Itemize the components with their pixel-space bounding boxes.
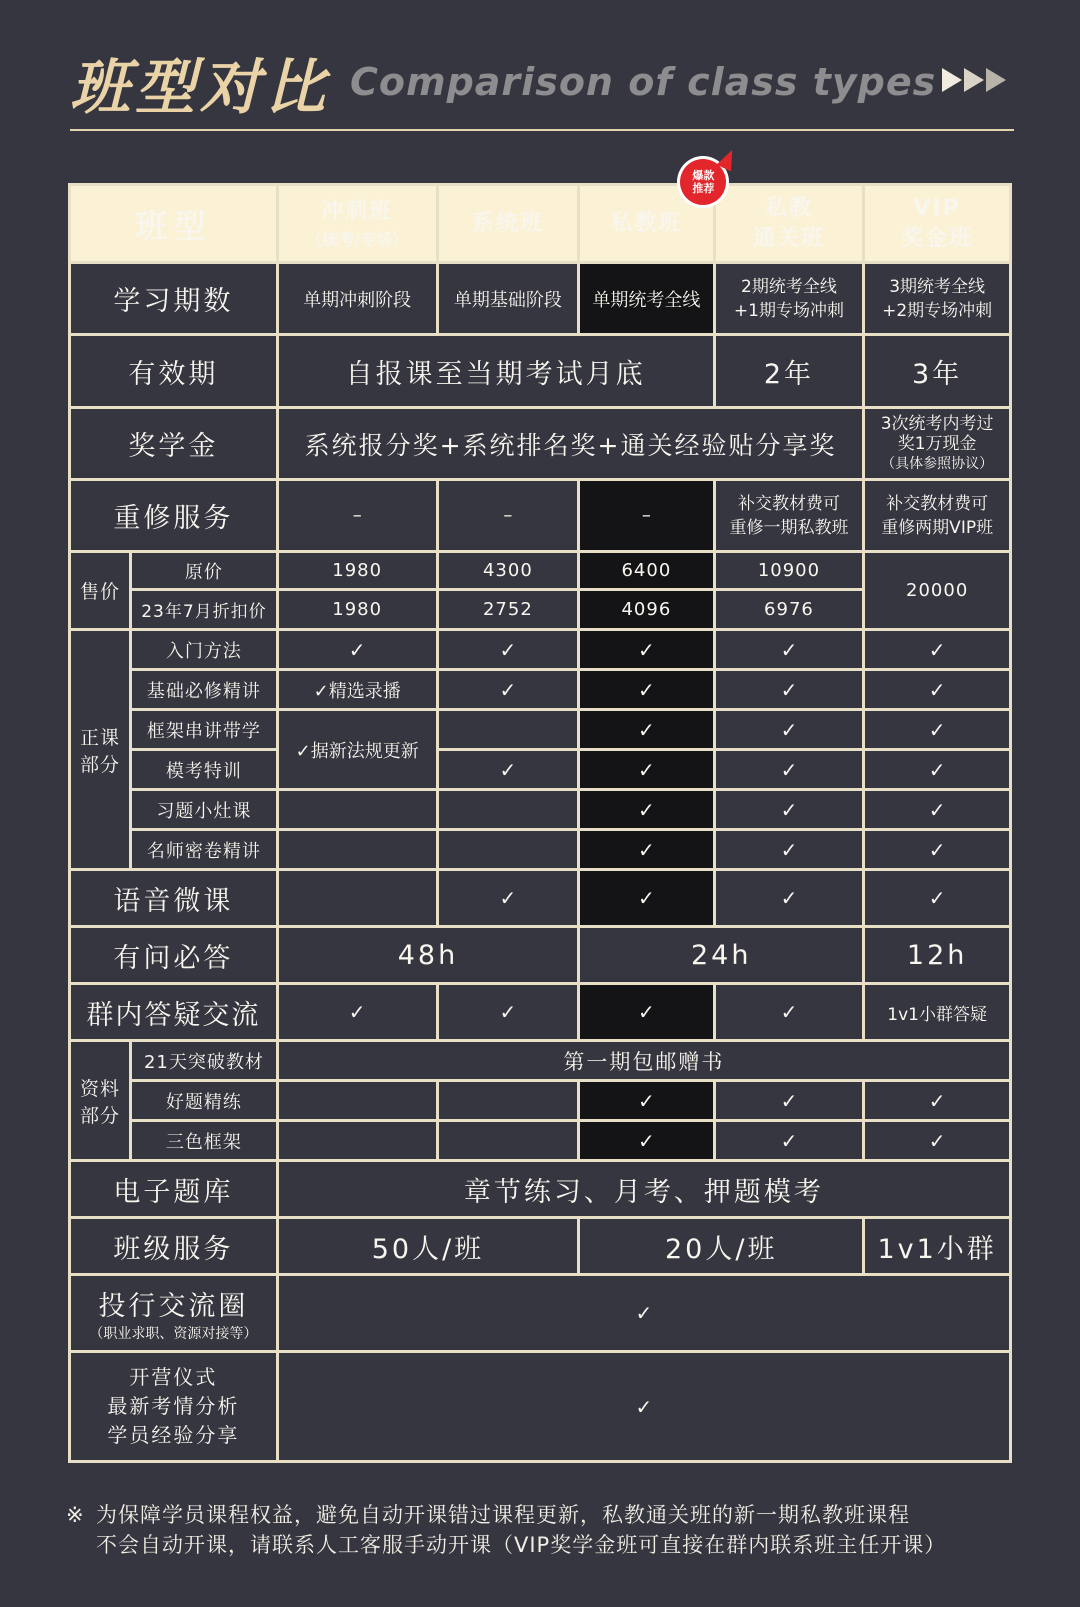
row-label: 班级服务 [70, 1218, 278, 1275]
cell: 1v1小群答疑 [864, 984, 1011, 1041]
row-scholarship [70, 408, 1011, 480]
row-label: 原价 [131, 552, 278, 590]
check-icon: ✓ [579, 1121, 714, 1161]
check-icon: ✓ [864, 830, 1011, 870]
cell: 12h [864, 927, 1011, 984]
cell: 50人/班 [277, 1218, 578, 1275]
row-label: 学习期数 [70, 263, 278, 335]
cell: 补交教材费可 重修两期VIP班 [864, 480, 1011, 552]
note-line-2: 不会自动开课，请联系人工客服手动开课（VIP奖学金班可直接在群内联系班主任开课） [96, 1533, 947, 1557]
col-pass: 私教 通关班 [714, 185, 864, 263]
cell: 1980 [277, 552, 437, 590]
check-icon: ✓ [579, 870, 714, 927]
row-label: 基础必修精讲 [131, 670, 278, 710]
cell [277, 830, 437, 870]
cell: 1980 [277, 590, 437, 630]
row-course-mock [70, 750, 1011, 790]
row-label: 23年7月折扣价 [131, 590, 278, 630]
row-label: 习题小灶课 [131, 790, 278, 830]
check-icon: ✓ [437, 630, 579, 670]
row-materials-book [70, 1041, 1011, 1081]
check-icon: ✓ [437, 750, 579, 790]
check-icon: ✓ [714, 870, 864, 927]
cell: 2年 [714, 335, 864, 408]
check-icon: ✓ [277, 984, 437, 1041]
row-materials-frame [70, 1121, 1011, 1161]
col-sprint: 冲刺班 （统考/专场） [277, 185, 437, 263]
row-label: 21天突破教材 [131, 1041, 278, 1081]
group-course: 正课 部分 [70, 630, 131, 870]
check-icon: ✓ [864, 710, 1011, 750]
check-icon: ✓ [437, 870, 579, 927]
row-course-paper [70, 830, 1011, 870]
header [70, 40, 1014, 132]
check-icon: ✓ [579, 1081, 714, 1121]
check-icon: ✓ [714, 1081, 864, 1121]
cell [437, 710, 579, 750]
header-divider [70, 129, 1014, 131]
row-label: 电子题库 [70, 1161, 278, 1218]
hot-badge-icon: 爆款 推荐 [680, 159, 726, 205]
row-label: 开营仪式 最新考情分析 学员经验分享 [70, 1352, 278, 1462]
row-periods [70, 263, 1011, 335]
cell: 4096 [579, 590, 714, 630]
col-type: 班型 [70, 185, 278, 263]
check-icon: ✓ [864, 790, 1011, 830]
cell: 10900 [714, 552, 864, 590]
check-icon: ✓ [437, 984, 579, 1041]
cell [277, 1121, 437, 1161]
cell: 24h [579, 927, 864, 984]
check-icon: ✓ [437, 670, 579, 710]
cell: 48h [277, 927, 578, 984]
check-icon: ✓ [579, 630, 714, 670]
check-icon: ✓ [277, 1352, 1010, 1462]
row-label: 入门方法 [131, 630, 278, 670]
row-label: 奖学金 [70, 408, 278, 480]
row-label: 投行交流圈 （职业求职、资源对接等） [70, 1275, 278, 1352]
col-private: 爆款 推荐 私教班 [579, 185, 714, 263]
check-icon: ✓ [864, 750, 1011, 790]
col-vip: VIP 奖金班 [864, 185, 1011, 263]
cell: 单期统考全线 [579, 263, 714, 335]
cell [437, 830, 579, 870]
page-subtitle: Comparison of class types [350, 60, 937, 104]
row-course-basic [70, 670, 1011, 710]
header-row [70, 185, 1011, 263]
row-voice [70, 870, 1011, 927]
check-icon: ✓ [277, 630, 437, 670]
cell: 3次统考内考过 奖1万现金 （具体参照协议） [864, 408, 1011, 480]
row-service [70, 1218, 1011, 1275]
row-group-chat [70, 984, 1011, 1041]
cell: 3期统考全线 +2期专场冲刺 [864, 263, 1011, 335]
row-course-frame [70, 710, 1011, 750]
cell: 2752 [437, 590, 579, 630]
check-icon: ✓ [714, 1121, 864, 1161]
cell: 6976 [714, 590, 864, 630]
row-bank [70, 1161, 1011, 1218]
row-retake [70, 480, 1011, 552]
row-label: 重修服务 [70, 480, 278, 552]
cell [277, 870, 437, 927]
row-label: 三色框架 [131, 1121, 278, 1161]
page-title: 班型对比 [70, 53, 330, 123]
note-line-1: 为保障学员课程权益，避免自动开课错过课程更新，私教通关班的新一期私教班课程 [96, 1503, 910, 1527]
cell: – [437, 480, 579, 552]
row-label: 有问必答 [70, 927, 278, 984]
cell: 自报课至当期考试月底 [277, 335, 714, 408]
row-course-exercise [70, 790, 1011, 830]
cell: 补交教材费可 重修一期私教班 [714, 480, 864, 552]
row-label: 名师密卷精讲 [131, 830, 278, 870]
row-materials-practice [70, 1081, 1011, 1121]
cell: ✓精选录播 [277, 670, 437, 710]
cell: 单期冲刺阶段 [277, 263, 437, 335]
group-materials: 资料 部分 [70, 1041, 131, 1161]
check-icon: ✓ [579, 830, 714, 870]
check-icon: ✓ [864, 1121, 1011, 1161]
check-icon: ✓ [579, 750, 714, 790]
row-label: 语音微课 [70, 870, 278, 927]
row-label: 群内答疑交流 [70, 984, 278, 1041]
check-icon: ✓ [579, 710, 714, 750]
comparison-table [68, 168, 1012, 1463]
cell: 20人/班 [579, 1218, 864, 1275]
check-icon: ✓ [579, 984, 714, 1041]
check-icon: ✓ [714, 750, 864, 790]
triple-arrow-icon [942, 68, 1006, 92]
check-icon: ✓ [864, 1081, 1011, 1121]
col-system: 系统班 [437, 185, 579, 263]
check-icon: ✓ [714, 790, 864, 830]
check-icon: ✓ [864, 670, 1011, 710]
row-label: 模考特训 [131, 750, 278, 790]
cell: 1v1小群 [864, 1218, 1011, 1275]
check-icon: ✓ [714, 630, 864, 670]
check-icon: ✓ [277, 1275, 1010, 1352]
check-icon: ✓ [864, 630, 1011, 670]
cell: 4300 [437, 552, 579, 590]
check-icon: ✓ [579, 670, 714, 710]
cell: 单期基础阶段 [437, 263, 579, 335]
row-label: 有效期 [70, 335, 278, 408]
check-icon: ✓ [714, 984, 864, 1041]
row-validity [70, 335, 1011, 408]
row-camp [70, 1352, 1011, 1462]
row-label: 好题精练 [131, 1081, 278, 1121]
cell: 6400 [579, 552, 714, 590]
check-icon: ✓ [714, 830, 864, 870]
check-icon: ✓ [714, 710, 864, 750]
cell: 章节练习、月考、押题模考 [277, 1161, 1010, 1218]
cell [437, 1121, 579, 1161]
cell [277, 1081, 437, 1121]
row-orig-price [70, 552, 1011, 590]
check-icon: ✓ [864, 870, 1011, 927]
row-course-intro [70, 630, 1011, 670]
check-icon: ✓ [714, 670, 864, 710]
cell: 20000 [864, 552, 1011, 630]
note-mark: ※ [66, 1503, 85, 1527]
cell: – [277, 480, 437, 552]
cell: 2期统考全线 +1期专场冲刺 [714, 263, 864, 335]
cell: 系统报分奖+系统排名奖+通关经验贴分享奖 [277, 408, 864, 480]
cell [437, 1081, 579, 1121]
cell: 3年 [864, 335, 1011, 408]
row-label: 框架串讲带学 [131, 710, 278, 750]
row-qa [70, 927, 1011, 984]
cell: ✓据新法规更新 [277, 710, 437, 790]
cell: 第一期包邮赠书 [277, 1041, 1010, 1081]
cell [437, 790, 579, 830]
check-icon: ✓ [579, 790, 714, 830]
row-circle [70, 1275, 1011, 1352]
group-price: 售价 [70, 552, 131, 630]
cell [277, 790, 437, 830]
cell: – [579, 480, 714, 552]
